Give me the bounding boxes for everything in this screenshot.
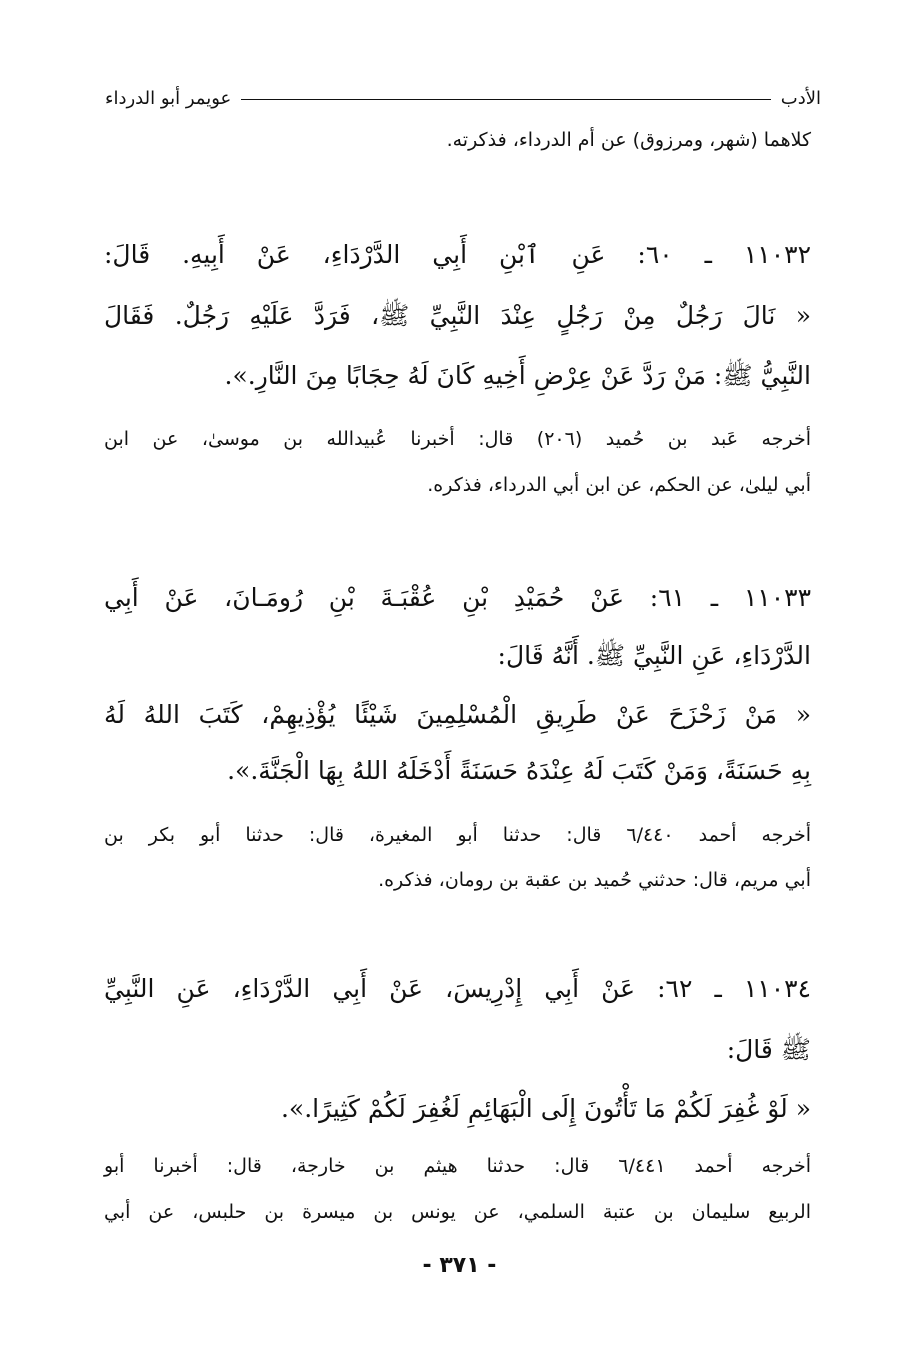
- hadith-11033-heading: ١١٠٣٣ ـ ٦١: عَنْ حُمَيْدِ بْنِ عُقْبَـةَ بْنِ رُومَـانَ، عَنْ أَبِي: [104, 583, 811, 612]
- takhrij-11032-line-1: أخرجه عَبد بن حُميد (٢٠٦) قال: أخبرنا عُبيدالله بن موسىٰ، عن ابن: [104, 428, 811, 450]
- hadith-11032-heading: ١١٠٣٢ ـ ٦٠: عَنِ ٱبْنِ أَبِي الدَّرْدَاءِ، عَنْ أَبِيهِ. قَالَ:: [104, 240, 811, 269]
- hadith-11033-text-line-2: بِهِ حَسَنَةً، وَمَنْ كَتَبَ لَهُ عِنْدَهُ حَسَنَةً أَدْخَلَهُ اللهُ بِهَا الْجَنَّةَ.».: [227, 756, 811, 785]
- hadith-11034-heading-line-2: ﷺ قَالَ:: [726, 1035, 811, 1064]
- takhrij-11033-line-2: أبي مريم، قال: حدثني حُميد بن عقبة بن رومان، فذكره.: [378, 869, 811, 891]
- takhrij-11034-line-2: الربيع سليمان بن عتبة السلمي، عن يونس بن ميسرة بن حلبس، عن أبي: [104, 1201, 811, 1223]
- takhrij-11033-line-1: أخرجه أحمد ٦/٤٤٠ قال: حدثنا أبو المغيرة، قال: حدثنا أبو بكر بن: [104, 824, 811, 846]
- hadith-11033-heading-line-2: الدَّرْدَاءِ، عَنِ النَّبِيِّ ﷺ. أَنَّهُ قَالَ:: [497, 641, 811, 670]
- running-header: [105, 84, 821, 114]
- hadith-11034-heading: ١١٠٣٤ ـ ٦٢: عَنْ أَبِي إِدْرِيسَ، عَنْ أَبِي الدَّرْدَاءِ، عَنِ النَّبِيِّ: [104, 974, 811, 1003]
- takhrij-11034-line-1: أخرجه أحمد ٦/٤٤١ قال: حدثنا هيثم بن خارجة، قال: أخبرنا أبو: [104, 1155, 812, 1177]
- header-rule: [241, 99, 771, 100]
- hadith-11034-text: « لَوْ غُفِرَ لَكُمْ مَا تَأْتُونَ إِلَى الْبَهَائِمِ لَغُفِرَ لَكُمْ كَثِيرًا.».: [280, 1094, 811, 1123]
- header-section-title: عويمر أبو الدرداء: [105, 88, 232, 109]
- hadith-11032-text-line-2: النَّبِيُّ ﷺ: مَنْ رَدَّ عَنْ عِرْضِ أَخِيهِ كَانَ لَهُ حِجَابًا مِنَ النَّارِ.».: [224, 361, 811, 390]
- hadith-11032-text-line-1: « نَالَ رَجُلٌ مِنْ رَجُلٍ عِنْدَ النَّبِيِّ ﷺ، فَرَدَّ عَلَيْهِ رَجُلٌ. فَقَالَ: [104, 301, 811, 330]
- header-chapter-title: الأدب: [780, 88, 821, 109]
- page-number: - ٣٧١ -: [422, 1253, 497, 1278]
- source-line: كلاهما (شهر، ومرزوق) عن أم الدرداء، فذكرته.: [446, 129, 811, 151]
- hadith-11033-text-line-1: « مَنْ زَحْزَحَ عَنْ طَرِيقِ الْمُسْلِمِينَ شَيْئًا يُؤْذِيهِمْ، كَتَبَ اللهُ لَهُ: [104, 700, 811, 729]
- takhrij-11032-line-2: أبي ليلىٰ، عن الحكم، عن ابن أبي الدرداء، فذكره.: [427, 474, 811, 496]
